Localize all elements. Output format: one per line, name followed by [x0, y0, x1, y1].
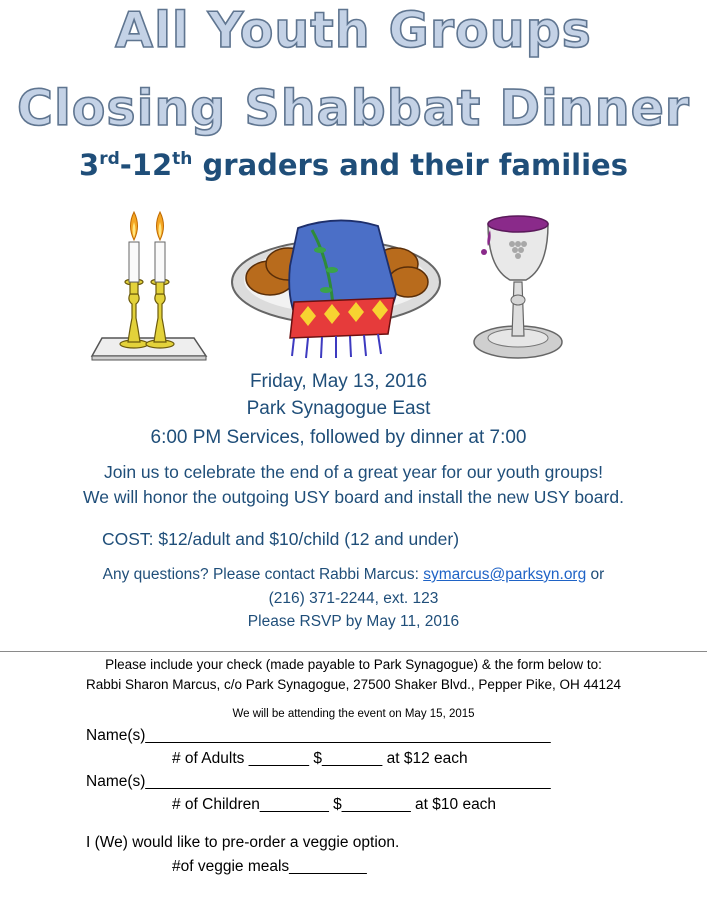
title-line-2: Closing Shabbat Dinner [17, 80, 690, 137]
form-instructions-2: Rabbi Sharon Marcus, c/o Park Synagogue, 27500 Shaker Blvd., Pepper Pike, OH 44124 [85, 677, 622, 692]
contact-phone: (216) 371-2244, ext. 123 [268, 590, 439, 607]
email-link[interactable]: symarcus@parksyn.org [423, 566, 587, 583]
veggie-count-field[interactable]: #of veggie meals_________ [172, 858, 367, 875]
attending-line: We will be attending the event on May 15, 2015 [232, 708, 475, 720]
event-schedule: 6:00 PM Services, followed by dinner at 7:00 [150, 427, 527, 448]
description-line-2: We will honor the outgoing USY board and install the new USY board. [83, 487, 624, 507]
adults-count-field[interactable]: # of Adults _______ $_______ at $12 each [172, 750, 468, 767]
names-field-2[interactable]: Name(s)_______________________________________________ [86, 773, 551, 790]
contact-line: Any questions? Please contact Rabbi Marcus: symarcus@parksyn.org or [102, 566, 605, 583]
description-line-1: Join us to celebrate the end of a great year for our youth groups! [103, 462, 604, 482]
candlesticks-icon [90, 208, 210, 364]
divider [0, 651, 707, 652]
kiddush-cup-icon [470, 210, 570, 366]
event-location: Park Synagogue East [246, 398, 431, 419]
challah-icon [228, 206, 446, 366]
subtitle: 3rd-12th graders and their families [79, 148, 628, 182]
names-field-1[interactable]: Name(s)_______________________________________________ [86, 727, 551, 744]
cost-line: COST: $12/adult and $10/child (12 and under) [102, 529, 460, 549]
event-date: Friday, May 13, 2016 [249, 371, 428, 392]
title-line-1: All Youth Groups [115, 2, 592, 59]
veggie-question: I (We) would like to pre-order a veggie option. [86, 834, 400, 851]
form-instructions-1: Please include your check (made payable to Park Synagogue) & the form below to: [105, 657, 602, 672]
rsvp-line: Please RSVP by May 11, 2016 [247, 613, 460, 630]
children-count-field[interactable]: # of Children________ $________ at $10 each [172, 796, 497, 813]
